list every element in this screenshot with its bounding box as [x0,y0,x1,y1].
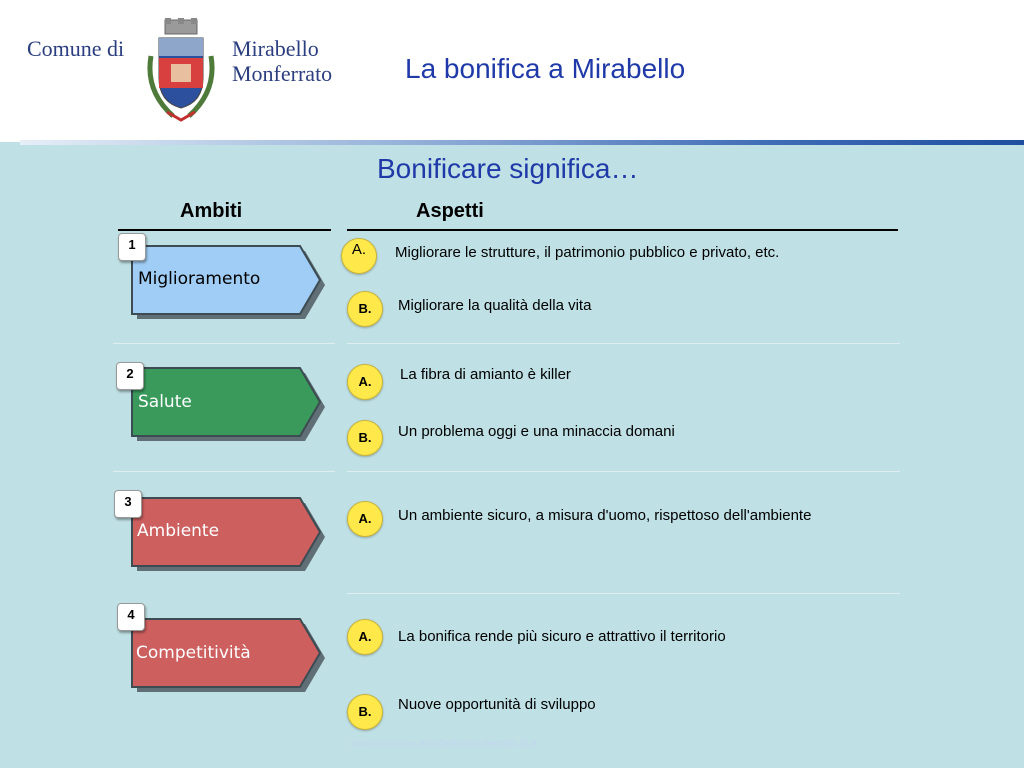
mirabello-text: Mirabello [232,36,319,61]
row-separator [347,471,900,472]
row-separator [113,343,335,344]
aspect-bullet: B. [347,291,383,327]
aspect-text: Nuove opportunità di sviluppo [398,696,596,713]
footer-website-link[interactable]: www.comune.mirabellomonferrato.al.it [350,738,537,750]
aspect-text: Un problema oggi e una minaccia domani [398,423,675,440]
ambito-number: 1 [118,233,146,261]
monferrato-text: Monferrato [232,61,333,86]
page-title: La bonifica a Mirabello [405,53,686,84]
row-separator [347,593,900,594]
ambiti-rule [118,229,331,231]
aspect-text: La fibra di amianto è killer [400,366,571,383]
comune-di-text: Comune di [27,36,125,61]
aspect-bullet: B. [347,694,383,730]
aspect-text: Un ambiente sicuro, a misura d'uomo, rispettoso dell'ambiente [398,507,812,524]
header-divider [20,140,1024,145]
ambiti-heading: Ambiti [180,200,243,222]
aspect-bullet: B. [347,420,383,456]
aspect-bullet: A. [347,364,383,400]
aspect-bullet: A. [341,238,377,274]
aspetti-heading: Aspetti [416,200,484,222]
ambito-number: 4 [117,603,145,631]
row-separator [113,471,335,472]
row-separator [347,343,900,344]
mirabello-monferrato-text [232,36,332,86]
aspetti-rule [347,229,898,231]
aspect-bullet: A. [347,501,383,537]
ambito-number: 3 [114,490,142,518]
ambito-label-miglioramento: Miglioramento [138,269,261,289]
ambito-label-salute: Salute [138,392,192,412]
aspect-bullet: A. [347,619,383,655]
slide-subtitle: Bonificare significa… [377,153,639,184]
ambito-number: 2 [116,362,144,390]
ambito-label-competitivita: Competitività [136,643,251,663]
aspect-text: Migliorare la qualità della vita [398,297,592,314]
ambito-label-ambiente: Ambiente [137,521,220,541]
aspect-text: La bonifica rende più sicuro e attrattivo il territorio [398,628,726,645]
coat-of-arms-icon [143,16,219,126]
aspect-text: Migliorare le strutture, il patrimonio pubblico e privato, etc. [395,244,780,261]
